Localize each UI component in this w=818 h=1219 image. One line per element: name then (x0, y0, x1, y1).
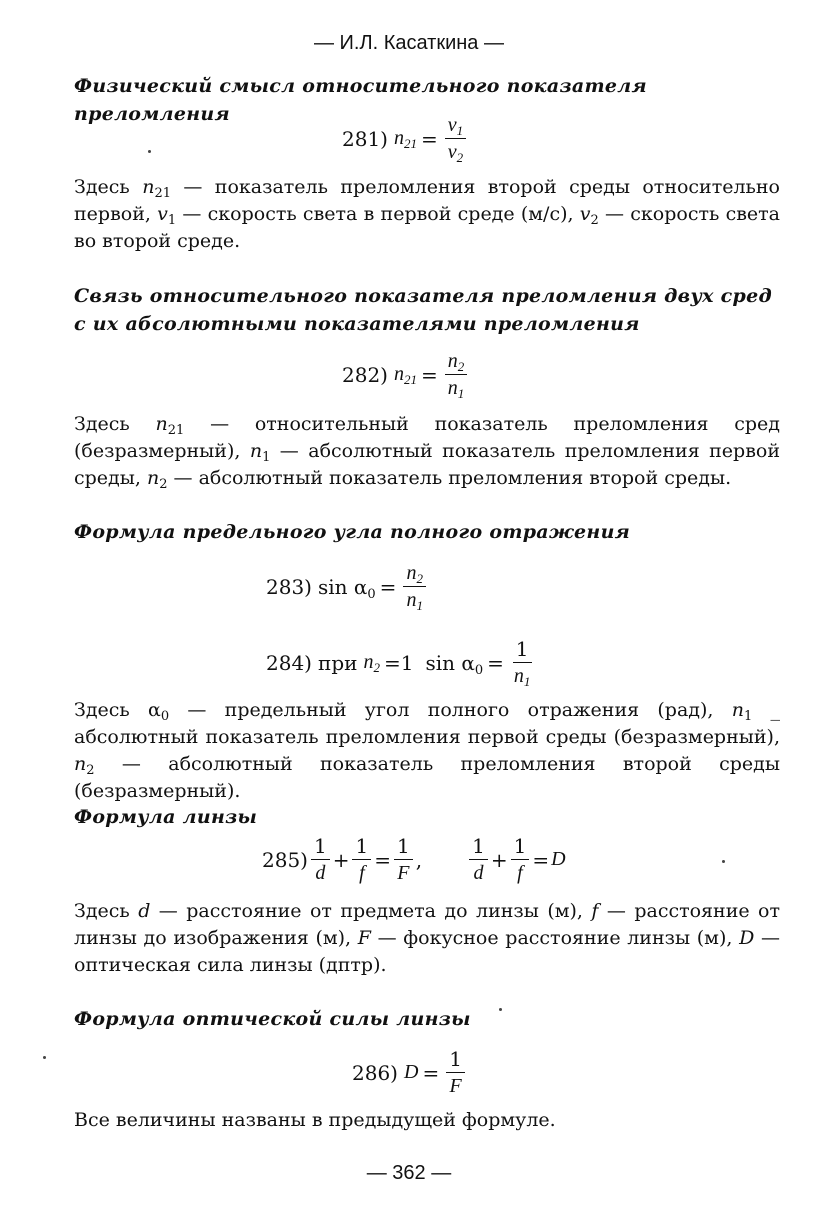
text-run: — оптическая сила линзы (дптр). (74, 927, 780, 976)
section-heading-critical-angle (74, 518, 774, 546)
fraction-denominator: F (449, 1075, 462, 1097)
text-run: — предельный угол полного отражения (рад), (169, 699, 732, 721)
text-run: _ абсолютный показатель преломления первой среды (безразмерный), (74, 699, 780, 748)
fraction-numerator: $v_1$ (445, 112, 466, 139)
fraction (511, 636, 534, 689)
fraction-numerator: 1 (352, 833, 371, 860)
fraction-denominator: $n_1$ (513, 665, 531, 689)
description-paragraph (74, 174, 780, 255)
text-run: — показатель преломления второй среды относительно первой, (74, 176, 780, 225)
equals-sign: = (487, 650, 504, 675)
fraction-denominator: f (517, 862, 523, 884)
text-run: — расстояние от линзы до изображения (м), (74, 900, 780, 949)
description-paragraph (74, 898, 780, 979)
text-run: — расстояние от предмета до линзы (м), (150, 900, 592, 922)
section-heading-lens-formula (74, 803, 774, 831)
text-run: — относительный показатель преломления сред (безразмерный), (74, 413, 780, 462)
formula-285 (262, 833, 566, 886)
fraction-denominator: d (473, 862, 484, 884)
fraction-numerator: 1 (469, 833, 488, 860)
variable: $n_{21}$ (155, 413, 185, 438)
equals-sign: = (422, 1060, 440, 1085)
fraction-numerator: $n_2$ (403, 560, 426, 587)
running-header: — И.Л. Касаткина — (314, 32, 504, 54)
equals-sign: = (420, 362, 438, 387)
formula-282 (342, 348, 470, 401)
text-run: Здесь α (74, 699, 161, 721)
text-run: Все величины названы в предыдущей формуле. (74, 1109, 556, 1131)
equals-sign: = (379, 574, 397, 599)
variable: $n_2$ (146, 467, 168, 492)
heading-line: Формула оптической силы линзы (74, 1008, 471, 1030)
formula-condition-value: =1 (383, 650, 414, 675)
scan-speck (499, 1008, 502, 1011)
variable: D (739, 927, 755, 949)
formula-number: 281) (342, 126, 388, 151)
fraction-denominator: d (315, 862, 326, 884)
formula-lhs: D (403, 1061, 419, 1083)
section-heading-optical-power (74, 1005, 774, 1033)
formula-lhs: $\sin \alpha_0$ (317, 574, 376, 602)
text-run: Здесь (74, 176, 143, 198)
fraction (445, 348, 468, 401)
formula-lhs: $n_{21}$ (393, 127, 417, 151)
formula-number: 286) (352, 1060, 398, 1085)
heading-line: Формула предельного угла полного отражения (74, 521, 631, 543)
description-paragraph (74, 1107, 780, 1134)
fraction-denominator: $v_2$ (447, 141, 464, 165)
heading-line: Связь относительного показателя преломления двух сред (74, 285, 773, 307)
equals-sign: = (420, 126, 438, 151)
fraction (311, 833, 330, 886)
equals-sign: = (374, 847, 391, 872)
fraction-numerator: 1 (446, 1046, 465, 1073)
variable: d (138, 900, 151, 922)
formula-number: 283) (266, 574, 312, 599)
variable: 0 (160, 709, 170, 724)
fraction-denominator: $n_1$ (447, 377, 465, 401)
variable: F (357, 927, 371, 949)
heading-line: с их абсолютными показателями преломления (74, 313, 640, 335)
fraction (469, 833, 488, 886)
fraction (403, 560, 426, 613)
formula-number: 282) (342, 362, 388, 387)
variable: $n_1$ (731, 699, 753, 724)
variable: $n_{21}$ (142, 176, 171, 201)
fraction (446, 1046, 465, 1099)
text-run: Здесь (74, 413, 156, 435)
formula-condition: $n_2$ (363, 651, 380, 675)
fraction-denominator: F (397, 862, 410, 884)
text-run: — скорость света во второй среде. (74, 203, 780, 252)
fraction (445, 112, 466, 165)
text-run: — абсолютный показатель преломления второй среды. (167, 467, 732, 489)
equals-sign: = (532, 847, 550, 872)
fraction-numerator: $n_2$ (445, 348, 468, 375)
formula-prefix: при (317, 650, 358, 675)
variable: $v_1$ (157, 203, 177, 228)
fraction (511, 833, 530, 886)
text-run: — фокусное расстояние линзы (м), (370, 927, 740, 949)
scan-speck (43, 1056, 46, 1059)
fraction-numerator: 1 (311, 833, 330, 860)
formula-number: 285) (262, 847, 308, 872)
formula-281 (342, 112, 469, 165)
scan-speck (722, 860, 725, 863)
page-number: — 362 — (366, 1162, 452, 1184)
formula-number: 284) (266, 650, 312, 675)
heading-line: Формула линзы (74, 806, 258, 828)
plus-sign: + (332, 847, 350, 872)
fraction-numerator: 1 (394, 833, 413, 860)
description-paragraph (74, 411, 780, 492)
fraction (394, 833, 413, 886)
formula-rhs: D (551, 848, 566, 870)
text-run: Здесь (74, 900, 139, 922)
plus-sign: + (490, 847, 508, 872)
comma: , (415, 847, 423, 872)
formula-284 (266, 636, 536, 689)
formula-lhs: $\sin \alpha_0$ (425, 650, 484, 678)
fraction-denominator: f (359, 862, 365, 884)
heading-line: Физический смысл относительного показателя преломления (74, 75, 647, 125)
fraction-denominator: $n_1$ (406, 589, 423, 613)
variable: $n_2$ (74, 753, 95, 778)
formula-283 (266, 560, 429, 613)
text-run: — скорость света в первой среде (м/с), (176, 203, 580, 225)
fraction-numerator: 1 (511, 833, 530, 860)
text-run: — абсолютный показатель преломления второй среды (безразмерный). (74, 753, 780, 802)
formula-286 (352, 1046, 468, 1099)
section-heading-relative-absolute (74, 282, 774, 338)
variable: f (591, 900, 599, 922)
scan-speck (148, 150, 151, 153)
description-paragraph (74, 697, 780, 805)
variable: $v_2$ (579, 203, 599, 228)
formula-lhs: $n_{21}$ (393, 363, 417, 387)
fraction (352, 833, 371, 886)
text-run: — абсолютный показатель преломления первой среды, (74, 440, 780, 489)
variable: $n_1$ (249, 440, 271, 465)
fraction-numerator: 1 (513, 636, 532, 663)
